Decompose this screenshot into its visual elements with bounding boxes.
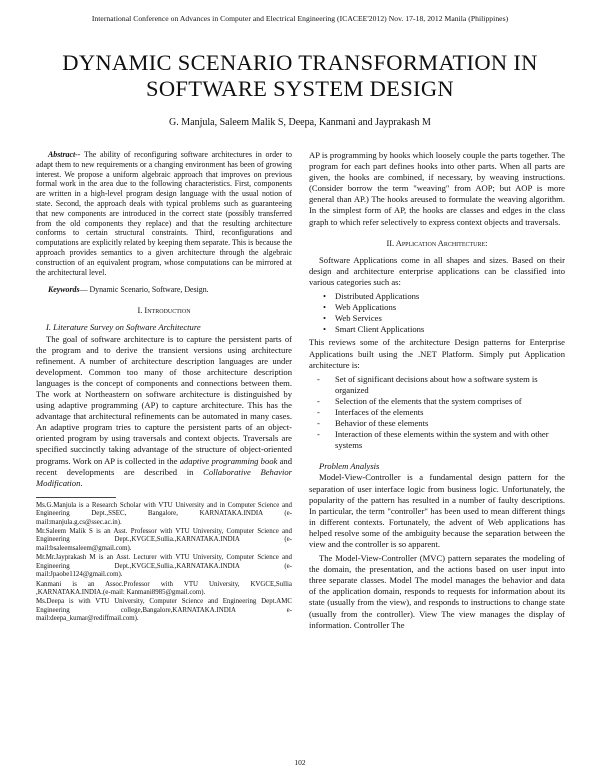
intro-text-a: The goal of software architecture is to capture the persistent parts of the program and to derive the transient versions using architecture refinement. A number of architecture description languages are under development. Common too many of those architecture description languages is the concept of components and connections between them. The work at Northeastern on software architecture is distinguished by using adaptive programming (AP) to capture architecture. This has the advantage that architectural refinements can be automated in many cases. An adaptive program tries to capture the persistent parts of an object-oriented program by using traversals and context objects. Traversals are specified succinctly taking advantage of the structure of object-oriented programs. Work on AP is collected in the — [36, 333, 292, 466]
abstract-text: The ability of reconfiguring software architectures in order to adapt them to new requirements or a changing environment has been of growing interest. We propose a uniform algebraic approach that improves on previous formal work in the area due to the following characteristics. First, components are written in a high-level program design language with the usual notion of state. Second, the approach deals with typical problems such as guaranteeing that new components are introduced in the correct state (possibly transferred from the old components they replace) and that the resulting architecture conforms to certain structural constraints. Third, reconfigurations and computations are explicitly related by keeping them separate. This is because the approach provides semantics to a given architecture through the algebraic construction of an equivalent program, whose computations can be mirrored at the architectural level. — [36, 150, 292, 277]
intro-italic-2: Collaborative Behavior Modification — [36, 466, 292, 488]
right-paragraph-1: AP is programming by hooks which loosely couple the parts together. The program for each part defines hooks into other parts. When all parts are given, the hooks are combined, if necessary, by weaving instructions. (Consider borrow the term "weaving" from AOP; but AOP is more general than AP.) The hooks areused to formulate the weaving algorithm. In the simplest form of AP, the hooks are classes and edges in the class graph to which refer selectively to express context objects and traversals. — [309, 150, 565, 227]
list-item: - Behavior of these elements — [309, 418, 565, 429]
footnote-2: Mr.Saleem Malik S is an Asst. Professor with VTU University, Computer Science and Engineering Dept.,KVGCE,Sullia.,KARNATAKA.INDIA (e-mail:bsaleemsaleem@gmail.com). — [36, 528, 292, 552]
paper-title — [0, 50, 600, 102]
footnote-3: Mr.Mr.Jayprakash M is an Asst. Lecturer with VTU University, Computer Science and Engineering Dept.,KVGCE,Sullia.,KARNATAKA.INDIA (e-mail:Jpaobe1124@gmail.com). — [36, 554, 292, 579]
abstract — [36, 150, 292, 277]
keywords — [36, 285, 292, 295]
footnote-1: Ms.G.Manjula is a Research Scholar with VTU University and in Computer Science and Engineering Dept.,SSEC, Bangalore, KARNATAKA.INDIA (e-mail:manjula.g.cs@ssec.ac.in). — [36, 501, 292, 526]
section-1-subheading: I. Literature Survey on Software Architecture — [46, 322, 201, 333]
section-2-heading: II. Application Architecture: — [386, 238, 488, 248]
intro-text-c: . — [80, 477, 83, 488]
right-column — [309, 150, 565, 631]
list-item: • Smart Client Applications — [309, 324, 565, 335]
application-category-list — [309, 291, 565, 335]
architecture-definition-list — [309, 374, 565, 452]
list-item: - Set of significant decisions about how a software system is organized — [309, 374, 565, 396]
section-1-heading: I. Introduction — [137, 306, 191, 316]
list-item: - Interaction of these elements within the system and with other systems — [309, 429, 565, 451]
list-item: - Selection of the elements that the system comprises of — [309, 396, 565, 407]
list-item: • Distributed Applications — [309, 291, 565, 302]
list-item: - Interfaces of the elements — [309, 407, 565, 418]
intro-text-b: and recent developments are described in — [36, 455, 293, 477]
title-line-1: DYNAMIC SCENARIO TRANSFORMATION IN — [62, 50, 538, 75]
footnote-rule — [36, 497, 116, 498]
left-column — [36, 150, 292, 624]
footnote-4: Kanmani is an Assoc.Professor with VTU University, KVGCE,Sullia ,KARNATAKA.INDIA.(e-mail: Kanmani8985@gmail.com). — [36, 580, 292, 596]
list-item: • Web Applications — [309, 302, 565, 313]
list-item: • Web Services — [309, 313, 565, 324]
section-1-paragraph — [36, 334, 292, 489]
title-line-2: SOFTWARE SYSTEM DESIGN — [146, 76, 454, 101]
page-number: 102 — [294, 758, 306, 767]
problem-paragraph-2: The Model-View-Controller (MVC) pattern separates the modeling of the domain, the presentation, and the actions based on user input into three separate classes. Model The model manages the behavior and data of the application domain, responds to requests for information about its state (usually from the view), and responds to instructions to change state (usually from the controller). View The view manages the display of information. Controller The — [309, 553, 565, 630]
authors: G. Manjula, Saleem Malik S, Deepa, Kanmani and Jayprakash M — [169, 117, 431, 128]
footnote-5: Ms.Deepa is with VTU University, Computer Science and Engineering Dept.AMC Engineering college,Bangalore,KARNATAKA.INDIA e-mail:deepa_kumar@rediffmail.com). — [36, 598, 292, 623]
keywords-label: Keywords — [48, 285, 80, 295]
problem-paragraph-1: Model-View-Controller is a fundamental design pattern for the separation of user interface logic from business logic. Unfortunately, the popularity of the pattern has resulted in a number of faulty descriptions. In particular, the term "controller" has been used to mean different things in different contexts. Fortunately, the advent of Web applications has helped resolve some of the ambiguity because the separation between the view and the controller is so apparent. — [309, 472, 565, 549]
intro-italic-1: adaptive programming book — [179, 455, 278, 466]
problem-analysis-heading: Problem Analysis — [319, 461, 380, 472]
abstract-label: Abstract-- — [48, 150, 81, 159]
keywords-text: — Dynamic Scenario, Software, Design. — [79, 285, 209, 295]
section-2-paragraph-2: This reviews some of the architecture Design patterns for Enterprise Applications built using the .NET Platform. Simply put Application architecture is: — [309, 337, 565, 370]
conference-header: International Conference on Advances in Computer and Electrical Engineering (ICACEE'2012) Nov. 17-18, 2012 Manila (Philippines) — [91, 14, 509, 23]
section-2-paragraph-1: Software Applications come in all shapes and sizes. Based on their design and architecture enterprise applications can be classified into various categories such as: — [309, 254, 565, 287]
